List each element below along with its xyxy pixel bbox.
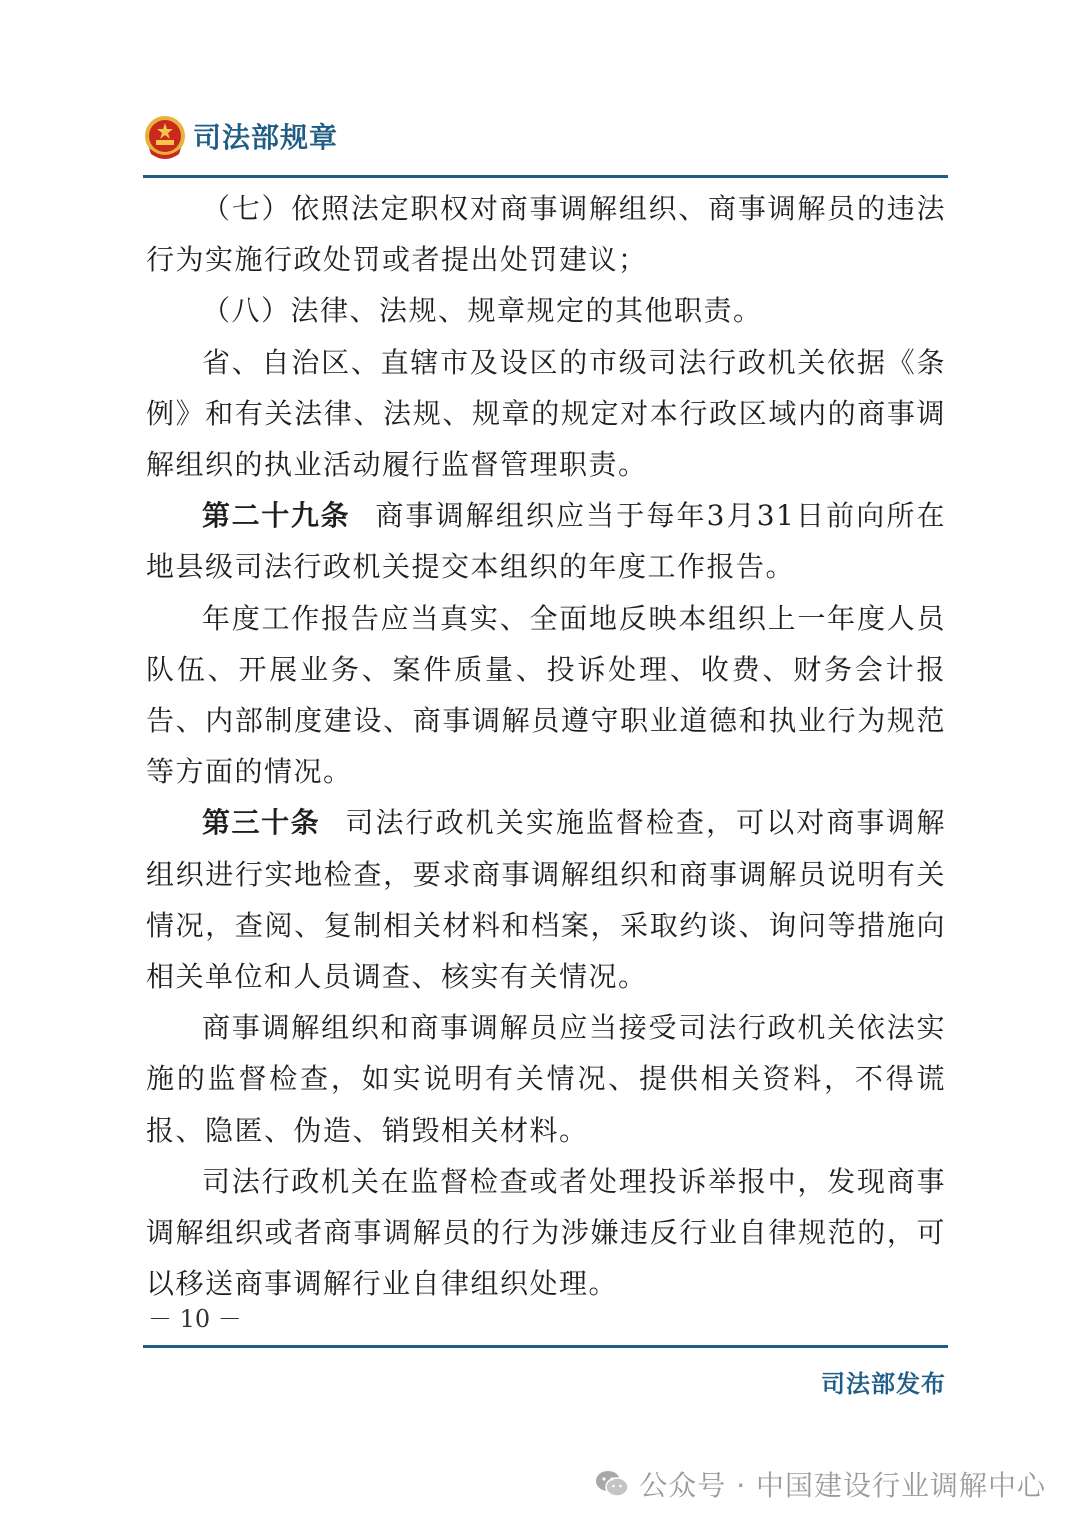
paragraph-text: 商事调解组织应当于每年3月31日前向所在地县级司法行政机关提交本组织的年度工作报告。 — [146, 499, 946, 584]
paragraph-text: （八）法律、法规、规章规定的其他职责。 — [202, 294, 763, 328]
paragraph — [146, 1156, 946, 1310]
paragraph — [146, 183, 946, 285]
article-30 — [146, 797, 946, 1002]
document-body — [146, 183, 946, 1309]
paragraph-text: 商事调解组织和商事调解员应当接受司法行政机关依法实施的监督检查，如实说明有关情况、提供相关资料，不得谎报、隐匿、伪造、销毁相关材料。 — [146, 1011, 946, 1147]
header-title: 司法部规章 — [193, 121, 339, 154]
article-29 — [146, 490, 946, 592]
paragraph — [146, 593, 946, 798]
national-emblem-icon — [143, 114, 187, 162]
paragraph-text: 司法行政机关实施监督检查，可以对商事调解组织进行实地检查，要求商事调解组织和商事调解员说明有关情况，查阅、复制相关材料和档案，采取约谈、询问等措施向相关单位和人员调查、核实有关情况。 — [146, 806, 946, 994]
footer-divider — [143, 1345, 948, 1348]
paragraph-text: 年度工作报告应当真实、全面地反映本组织上一年度人员队伍、开展业务、案件质量、投诉处理、收费、财务会计报告、内部制度建设、商事调解员遵守职业道德和执业行为规范等方面的情况。 — [146, 601, 946, 789]
article-heading: 第三十条 — [202, 806, 321, 840]
paragraph — [146, 1002, 946, 1156]
page-number: － 10 － — [148, 1305, 242, 1333]
publisher-label: 司法部发布 — [821, 1370, 946, 1398]
wechat-icon — [595, 1469, 629, 1499]
paragraph — [146, 337, 946, 491]
header-divider — [143, 175, 948, 178]
article-heading: 第二十九条 — [202, 499, 351, 533]
page-header — [143, 112, 948, 166]
watermark-text: 公众号 · 中国建设行业调解中心 — [639, 1469, 1046, 1502]
paragraph-text: 省、自治区、直辖市及设区的市级司法行政机关依据《条例》和有关法律、法规、规章的规定对本行政区域内的商事调解组织的执业活动履行监督管理职责。 — [146, 345, 946, 482]
paragraph-text: 司法行政机关在监督检查或者处理投诉举报中，发现商事调解组织或者商事调解员的行为涉嫌违反行业自律规范的，可以移送商事调解行业自律组织处理。 — [146, 1164, 946, 1301]
paragraph — [146, 285, 946, 336]
paragraph-text: （七）依照法定职权对商事调解组织、商事调解员的违法行为实施行政处罚或者提出处罚建议； — [146, 192, 946, 277]
watermark — [595, 1464, 1046, 1504]
